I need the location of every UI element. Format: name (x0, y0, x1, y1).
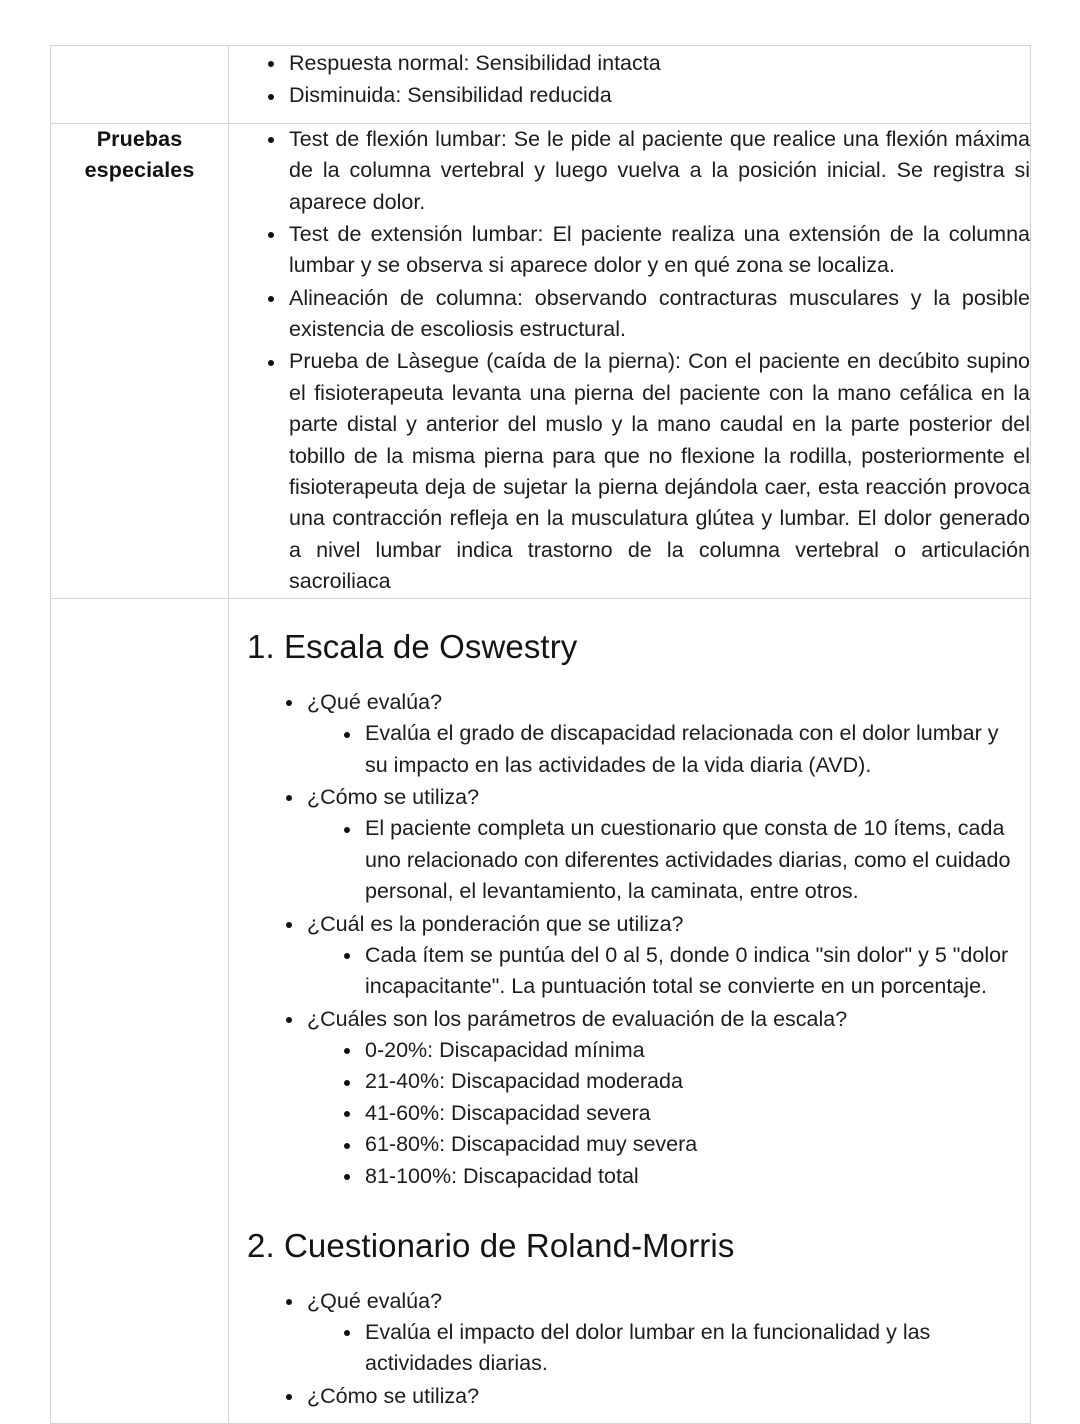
answer-list (307, 813, 1014, 907)
row-label-cell-pruebas-especiales (51, 123, 229, 599)
row-body-cell-sensibilidad (229, 46, 1031, 124)
list-item: 21-40%: Discapacidad moderada (343, 1066, 1014, 1097)
page-title-section-2: 2. Cuestionario de Roland-Morris (247, 1226, 735, 1264)
table-row (51, 599, 1031, 1424)
row-body-cell-pruebas-especiales (229, 123, 1031, 599)
bullet-list-pruebas-especiales (229, 124, 1030, 598)
list-item: Cada ítem se puntúa del 0 al 5, donde 0 indica "sin dolor" y 5 "dolor incapacitante". La puntuación total se convierte en un porcentaje. (343, 940, 1014, 1003)
list-item: 0-20%: Discapacidad mínima (343, 1035, 1014, 1066)
row-label-line-2: especiales (84, 157, 195, 182)
page-title-section-1: 1. Escala de Oswestry (247, 628, 578, 666)
section-cuestionario-roland-morris (247, 1226, 1014, 1412)
list-item: Test de extensión lumbar: El paciente realiza una extensión de la columna lumbar y se observa si aparece dolor y en qué zona se localiza. (267, 219, 1030, 282)
qa-list-roland-morris (247, 1286, 1014, 1413)
question-text: ¿Qué evalúa? (307, 1288, 443, 1313)
list-item: Prueba de Làsegue (caída de la pierna): Con el paciente en decúbito supino el fisioterapeuta levanta una pierna del paciente con la mano cefálica en la parte distal y anterior del muslo y la mano caudal en la parte posterior del tobillo de la misma pierna para que no flexione la rodilla, posteriormente el fisioterapeuta deja de sujetar la pierna dejándola caer, esta reacción provoca una contracción refleja en la musculatura glútea y lumbar. El dolor generado a nivel lumbar indica trastorno de la columna vertebral o articulación sacroiliaca (267, 346, 1030, 597)
list-item: Test de flexión lumbar: Se le pide al paciente que realice una flexión máxima de la columna vertebral y luego vuelva a la posición inicial. Se registra si aparece dolor. (267, 124, 1030, 218)
row-body-cell-escalas (229, 599, 1031, 1424)
answer-list (307, 1317, 1014, 1380)
list-item (285, 1286, 1014, 1380)
list-item: 61-80%: Discapacidad muy severa (343, 1129, 1014, 1160)
bullet-list-sensibilidad (229, 48, 1030, 112)
answer-list-parametros (307, 1035, 1014, 1192)
list-item (285, 782, 1014, 908)
question-text: ¿Cómo se utiliza? (307, 785, 480, 810)
question-text: ¿Cuáles son los parámetros de evaluación de la escala? (307, 1006, 848, 1031)
answer-list (307, 940, 1014, 1003)
row-label-line-1: Pruebas (96, 126, 183, 151)
qa-list-oswestry (247, 687, 1014, 1192)
row-label-cell-escalas (51, 599, 229, 1424)
list-item: Alineación de columna: observando contracturas musculares y la posible existencia de escoliosis estructural. (267, 283, 1030, 346)
list-item (285, 1381, 1014, 1412)
question-text: ¿Qué evalúa? (307, 689, 443, 714)
list-item: Evalúa el grado de discapacidad relacionada con el dolor lumbar y su impacto en las actividades de la vida diaria (AVD). (343, 718, 1014, 781)
list-item: Respuesta normal: Sensibilidad intacta (267, 48, 1030, 79)
list-item (285, 1004, 1014, 1192)
table-row (51, 123, 1031, 599)
list-item (285, 909, 1014, 1003)
content-table (50, 45, 1031, 1424)
answer-list (307, 718, 1014, 781)
question-text: ¿Cómo se utiliza? (307, 1383, 480, 1408)
question-text: ¿Cuál es la ponderación que se utiliza? (307, 911, 684, 936)
list-item: Disminuida: Sensibilidad reducida (267, 80, 1030, 111)
list-item: El paciente completa un cuestionario que consta de 10 ítems, cada uno relacionado con diferentes actividades diarias, como el cuidado personal, el levantamiento, la caminata, entre otros. (343, 813, 1014, 907)
list-item: Evalúa el impacto del dolor lumbar en la funcionalidad y las actividades diarias. (343, 1317, 1014, 1380)
section-escala-oswestry (247, 627, 1014, 1192)
row-label-cell-sensibilidad (51, 46, 229, 124)
list-item: 81-100%: Discapacidad total (343, 1161, 1014, 1192)
table-row (51, 46, 1031, 124)
list-item (285, 687, 1014, 781)
list-item: 41-60%: Discapacidad severa (343, 1098, 1014, 1129)
